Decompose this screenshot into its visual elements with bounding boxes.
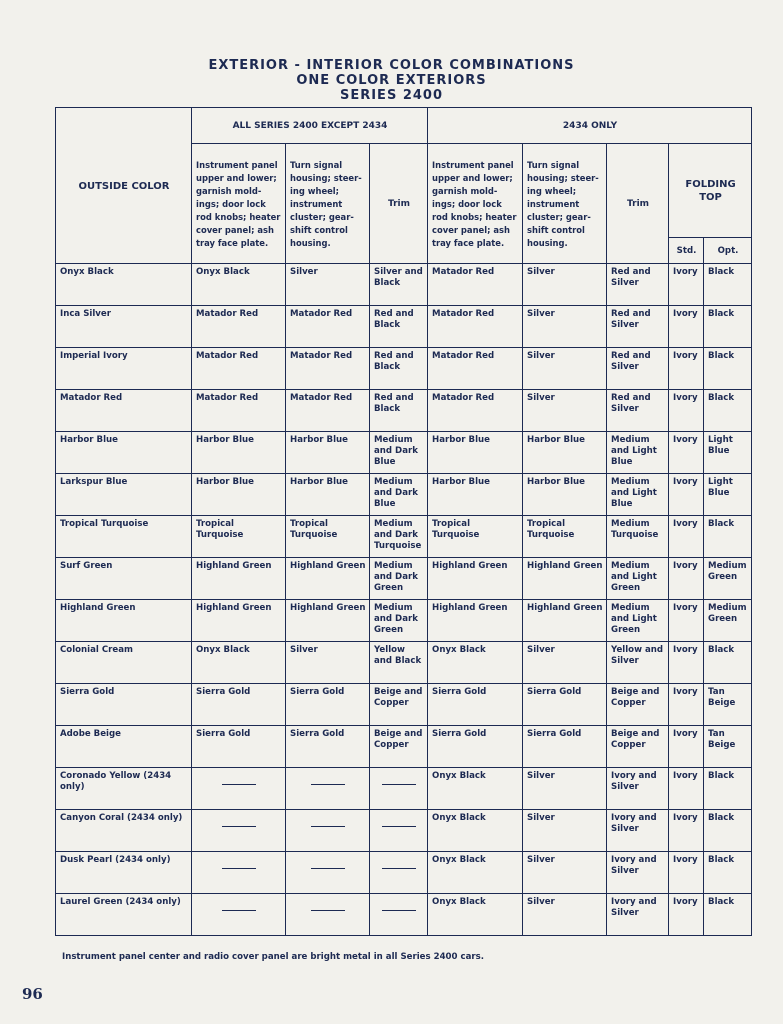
instrument-panel-cell: [192, 810, 286, 852]
folding-top-opt-cell: Black: [704, 516, 752, 558]
trim-2434-cell: Beige and Copper: [607, 684, 669, 726]
table-row: [56, 642, 752, 684]
turn-signal-2434-cell: Tropical Turquoise: [523, 516, 607, 558]
table-row: [56, 516, 752, 558]
instrument-panel-2434-cell: Matador Red: [428, 264, 523, 306]
outside-color-cell: Tropical Turquoise: [56, 516, 192, 558]
trim-cell: Beige and Copper: [370, 684, 428, 726]
outside-color-cell: Canyon Coral (2434 only): [56, 810, 192, 852]
turn-signal-cell: [286, 852, 370, 894]
not-available-dash: [311, 868, 345, 869]
trim-cell: Red and Black: [370, 348, 428, 390]
turn-signal-header-2434: Turn signal housing; steer-ing wheel; instrument cluster; gear-shift control housing.: [523, 144, 607, 264]
outside-color-header: OUTSIDE COLOR: [56, 108, 192, 264]
table-row: [56, 600, 752, 642]
not-available-dash: [382, 910, 416, 911]
trim-2434-cell: Medium Turquoise: [607, 516, 669, 558]
not-available-dash: [222, 784, 256, 785]
not-available-dash: [311, 784, 345, 785]
outside-color-cell: Dusk Pearl (2434 only): [56, 852, 192, 894]
not-available-dash: [222, 910, 256, 911]
turn-signal-2434-cell: Silver: [523, 264, 607, 306]
turn-signal-cell: Sierra Gold: [286, 684, 370, 726]
trim-cell: [370, 810, 428, 852]
instrument-panel-cell: Matador Red: [192, 348, 286, 390]
outside-color-cell: Sierra Gold: [56, 684, 192, 726]
trim-2434-cell: Ivory and Silver: [607, 852, 669, 894]
table-row: [56, 894, 752, 936]
folding-top-opt-cell: Black: [704, 852, 752, 894]
outside-color-cell: Highland Green: [56, 600, 192, 642]
instrument-panel-cell: [192, 894, 286, 936]
instrument-panel-cell: [192, 852, 286, 894]
instrument-panel-2434-cell: Onyx Black: [428, 642, 523, 684]
folding-top-std-cell: Ivory: [669, 852, 704, 894]
not-available-dash: [222, 868, 256, 869]
trim-2434-cell: Beige and Copper: [607, 726, 669, 768]
turn-signal-2434-cell: Silver: [523, 852, 607, 894]
group-header-all-series: ALL SERIES 2400 EXCEPT 2434: [192, 108, 428, 144]
turn-signal-2434-cell: Silver: [523, 306, 607, 348]
opt-header: Opt.: [704, 238, 752, 264]
instrument-panel-2434-cell: Sierra Gold: [428, 726, 523, 768]
page-title: [0, 58, 783, 103]
trim-cell: [370, 768, 428, 810]
folding-top-opt-cell: Black: [704, 642, 752, 684]
turn-signal-2434-cell: Highland Green: [523, 558, 607, 600]
outside-color-cell: Inca Silver: [56, 306, 192, 348]
instrument-panel-cell: Onyx Black: [192, 264, 286, 306]
trim-cell: Medium and Dark Blue: [370, 474, 428, 516]
std-header: Std.: [669, 238, 704, 264]
turn-signal-2434-cell: Silver: [523, 642, 607, 684]
folding-top-opt-cell: Tan Beige: [704, 684, 752, 726]
table-body: [56, 264, 752, 936]
folding-top-std-cell: Ivory: [669, 264, 704, 306]
trim-cell: Beige and Copper: [370, 726, 428, 768]
instrument-panel-cell: Matador Red: [192, 390, 286, 432]
footnote: Instrument panel center and radio cover panel are bright metal in all Series 2400 cars.: [62, 952, 485, 962]
folding-top-opt-cell: Light Blue: [704, 432, 752, 474]
trim-cell: Medium and Dark Blue: [370, 432, 428, 474]
trim-2434-cell: Medium and Light Green: [607, 600, 669, 642]
trim-2434-cell: Red and Silver: [607, 390, 669, 432]
table-row: [56, 726, 752, 768]
not-available-dash: [311, 910, 345, 911]
folding-top-std-cell: Ivory: [669, 306, 704, 348]
trim-2434-cell: Medium and Light Green: [607, 558, 669, 600]
table-row: [56, 474, 752, 516]
instrument-panel-cell: Tropical Turquoise: [192, 516, 286, 558]
folding-top-std-cell: Ivory: [669, 600, 704, 642]
not-available-dash: [382, 826, 416, 827]
turn-signal-2434-cell: Silver: [523, 894, 607, 936]
trim-cell: Yellow and Black: [370, 642, 428, 684]
folding-top-opt-cell: Tan Beige: [704, 726, 752, 768]
outside-color-cell: Coronado Yellow (2434 only): [56, 768, 192, 810]
turn-signal-cell: [286, 810, 370, 852]
trim-2434-cell: Medium and Light Blue: [607, 474, 669, 516]
color-combinations-table: [55, 107, 752, 936]
title-line-3: SERIES 2400: [339, 88, 444, 103]
turn-signal-cell: Harbor Blue: [286, 432, 370, 474]
trim-cell: Red and Black: [370, 306, 428, 348]
instrument-panel-2434-cell: Onyx Black: [428, 768, 523, 810]
instrument-panel-cell: Harbor Blue: [192, 432, 286, 474]
folding-top-opt-cell: Black: [704, 768, 752, 810]
trim-2434-cell: Red and Silver: [607, 306, 669, 348]
turn-signal-2434-cell: Silver: [523, 390, 607, 432]
trim-2434-cell: Ivory and Silver: [607, 810, 669, 852]
trim-cell: [370, 852, 428, 894]
title-line-2: ONE COLOR EXTERIORS: [296, 73, 487, 88]
table-row: [56, 852, 752, 894]
not-available-dash: [382, 868, 416, 869]
instrument-panel-cell: Highland Green: [192, 600, 286, 642]
trim-header: Trim: [370, 144, 428, 264]
table-row: [56, 390, 752, 432]
instrument-panel-2434-cell: Highland Green: [428, 558, 523, 600]
instrument-panel-2434-cell: Onyx Black: [428, 894, 523, 936]
folding-top-std-cell: Ivory: [669, 558, 704, 600]
instrument-panel-2434-cell: Tropical Turquoise: [428, 516, 523, 558]
folding-top-opt-cell: Black: [704, 810, 752, 852]
turn-signal-2434-cell: Silver: [523, 810, 607, 852]
not-available-dash: [311, 826, 345, 827]
instrument-panel-cell: [192, 768, 286, 810]
folding-top-std-cell: Ivory: [669, 810, 704, 852]
folding-top-std-cell: Ivory: [669, 516, 704, 558]
folding-top-std-cell: Ivory: [669, 348, 704, 390]
turn-signal-cell: [286, 768, 370, 810]
turn-signal-2434-cell: Harbor Blue: [523, 432, 607, 474]
trim-cell: Silver and Black: [370, 264, 428, 306]
turn-signal-2434-cell: Sierra Gold: [523, 726, 607, 768]
outside-color-cell: Harbor Blue: [56, 432, 192, 474]
trim-2434-cell: Ivory and Silver: [607, 894, 669, 936]
turn-signal-cell: Silver: [286, 264, 370, 306]
trim-2434-cell: Ivory and Silver: [607, 768, 669, 810]
instrument-panel-cell: Matador Red: [192, 306, 286, 348]
folding-top-opt-cell: Black: [704, 894, 752, 936]
turn-signal-header: Turn signal housing; steer-ing wheel; instrument cluster; gear-shift control housing.: [286, 144, 370, 264]
folding-top-std-cell: Ivory: [669, 684, 704, 726]
turn-signal-cell: Sierra Gold: [286, 726, 370, 768]
trim-cell: Medium and Dark Green: [370, 600, 428, 642]
table-row: [56, 810, 752, 852]
trim-cell: Medium and Dark Turquoise: [370, 516, 428, 558]
instrument-panel-2434-cell: Matador Red: [428, 390, 523, 432]
page-number: 96: [22, 985, 43, 1003]
outside-color-cell: Matador Red: [56, 390, 192, 432]
folding-top-opt-cell: Black: [704, 264, 752, 306]
instrument-panel-2434-cell: Onyx Black: [428, 810, 523, 852]
turn-signal-cell: Matador Red: [286, 306, 370, 348]
not-available-dash: [222, 826, 256, 827]
turn-signal-2434-cell: Harbor Blue: [523, 474, 607, 516]
turn-signal-2434-cell: Highland Green: [523, 600, 607, 642]
outside-color-cell: Colonial Cream: [56, 642, 192, 684]
table-row: [56, 684, 752, 726]
trim-cell: Red and Black: [370, 390, 428, 432]
not-available-dash: [382, 784, 416, 785]
turn-signal-2434-cell: Sierra Gold: [523, 684, 607, 726]
table-row: [56, 348, 752, 390]
group-header-2434-only: 2434 ONLY: [428, 108, 752, 144]
folding-top-opt-cell: Medium Green: [704, 558, 752, 600]
instrument-panel-2434-cell: Highland Green: [428, 600, 523, 642]
outside-color-cell: Laurel Green (2434 only): [56, 894, 192, 936]
outside-color-cell: Adobe Beige: [56, 726, 192, 768]
turn-signal-cell: Highland Green: [286, 600, 370, 642]
trim-cell: [370, 894, 428, 936]
instrument-panel-cell: Harbor Blue: [192, 474, 286, 516]
instrument-panel-2434-cell: Harbor Blue: [428, 432, 523, 474]
trim-2434-cell: Red and Silver: [607, 348, 669, 390]
folding-top-std-cell: Ivory: [669, 726, 704, 768]
outside-color-cell: Onyx Black: [56, 264, 192, 306]
turn-signal-cell: Highland Green: [286, 558, 370, 600]
folding-top-opt-cell: Black: [704, 390, 752, 432]
turn-signal-cell: Harbor Blue: [286, 474, 370, 516]
turn-signal-cell: Matador Red: [286, 348, 370, 390]
folding-top-std-cell: Ivory: [669, 768, 704, 810]
folding-top-std-cell: Ivory: [669, 642, 704, 684]
title-line-1: EXTERIOR - INTERIOR COLOR COMBINATIONS: [208, 58, 575, 73]
instrument-panel-2434-cell: Matador Red: [428, 348, 523, 390]
turn-signal-2434-cell: Silver: [523, 348, 607, 390]
turn-signal-cell: Matador Red: [286, 390, 370, 432]
turn-signal-cell: Tropical Turquoise: [286, 516, 370, 558]
instrument-panel-2434-cell: Matador Red: [428, 306, 523, 348]
folding-top-opt-cell: Medium Green: [704, 600, 752, 642]
trim-header-2434: Trim: [607, 144, 669, 264]
instrument-panel-cell: Sierra Gold: [192, 684, 286, 726]
trim-2434-cell: Yellow and Silver: [607, 642, 669, 684]
table-row: [56, 768, 752, 810]
instrument-panel-2434-cell: Harbor Blue: [428, 474, 523, 516]
table-row: [56, 306, 752, 348]
instrument-panel-2434-cell: Sierra Gold: [428, 684, 523, 726]
trim-2434-cell: Red and Silver: [607, 264, 669, 306]
outside-color-cell: Larkspur Blue: [56, 474, 192, 516]
instrument-panel-cell: Highland Green: [192, 558, 286, 600]
table-row: [56, 558, 752, 600]
instrument-panel-2434-cell: Onyx Black: [428, 852, 523, 894]
folding-top-opt-cell: Light Blue: [704, 474, 752, 516]
trim-cell: Medium and Dark Green: [370, 558, 428, 600]
folding-top-opt-cell: Black: [704, 348, 752, 390]
table-row: [56, 264, 752, 306]
folding-top-std-cell: Ivory: [669, 390, 704, 432]
instrument-panel-cell: Sierra Gold: [192, 726, 286, 768]
turn-signal-cell: [286, 894, 370, 936]
instrument-panel-header-2434: Instrument panel upper and lower; garnish mold-ings; door lock rod knobs; heater cover panel; ash tray face plate.: [428, 144, 523, 264]
outside-color-cell: Imperial Ivory: [56, 348, 192, 390]
table-row: [56, 432, 752, 474]
outside-color-cell: Surf Green: [56, 558, 192, 600]
trim-2434-cell: Medium and Light Blue: [607, 432, 669, 474]
instrument-panel-cell: Onyx Black: [192, 642, 286, 684]
folding-top-std-cell: Ivory: [669, 894, 704, 936]
folding-top-std-cell: Ivory: [669, 432, 704, 474]
folding-top-header: FOLDING TOP: [669, 144, 752, 238]
turn-signal-2434-cell: Silver: [523, 768, 607, 810]
folding-top-opt-cell: Black: [704, 306, 752, 348]
instrument-panel-header: Instrument panel upper and lower; garnish mold-ings; door lock rod knobs; heater cover panel; ash tray face plate.: [192, 144, 286, 264]
turn-signal-cell: Silver: [286, 642, 370, 684]
folding-top-std-cell: Ivory: [669, 474, 704, 516]
